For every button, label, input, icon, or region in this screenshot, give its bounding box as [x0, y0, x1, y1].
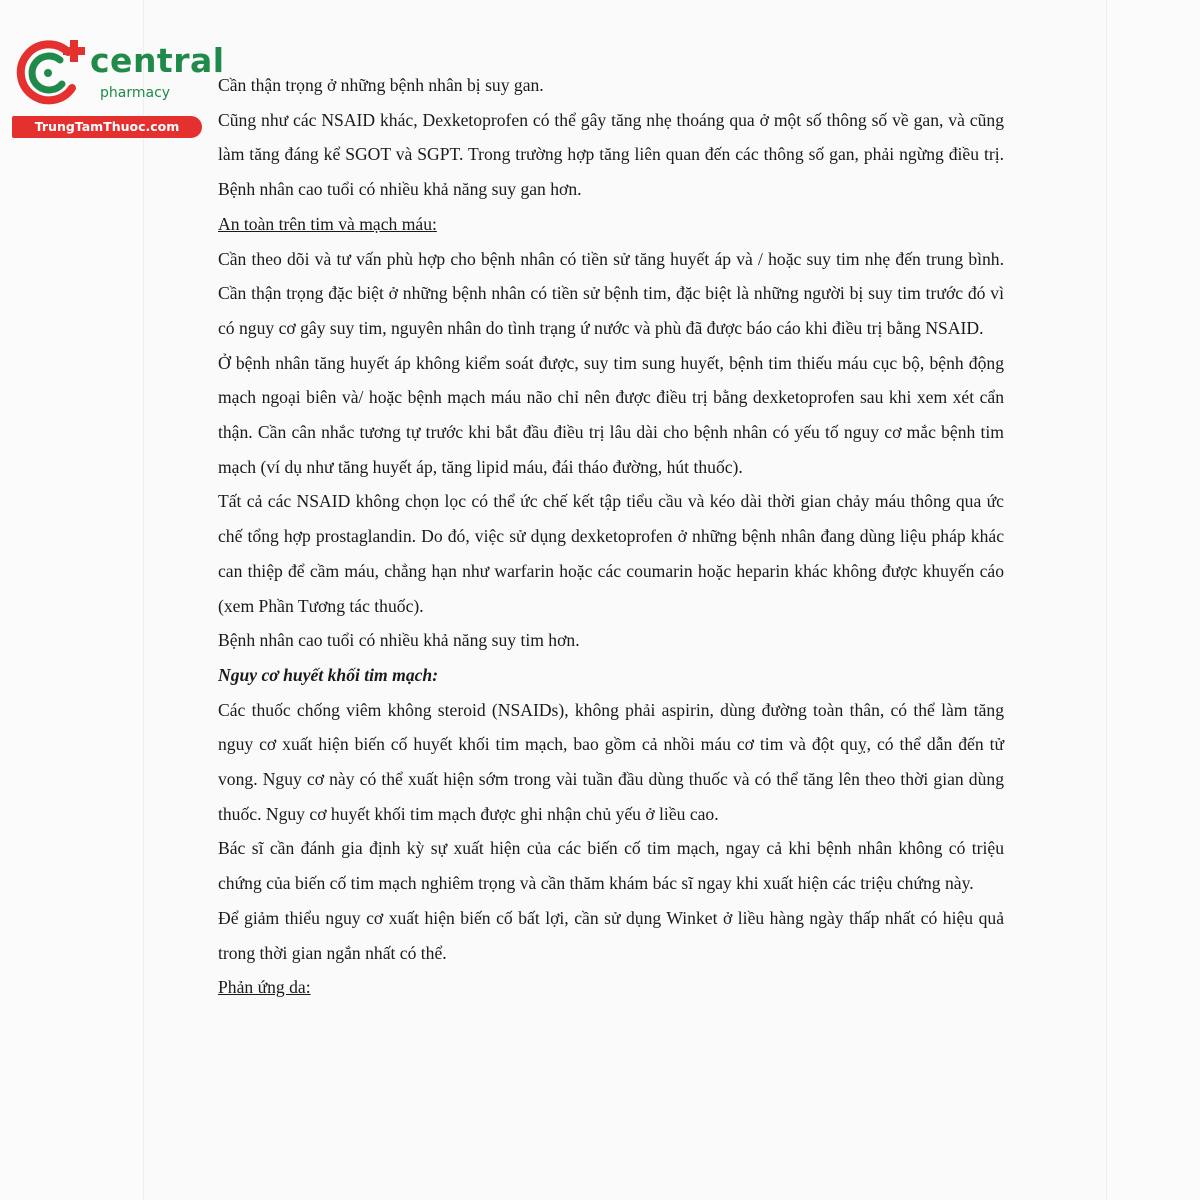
- paragraph-platelet-aggregation: Tất cả các NSAID không chọn lọc có thể ức chế kết tập tiểu cầu và kéo dài thời gian chảy máu thông qua ức chế tổng hợp prostaglandin. Do đó, việc sử dụng dexketoprofen ở những bệnh nhân đang dùng liệu pháp khác can thiệp để cầm máu, chẳng hạn như warfarin hoặc các coumarin hoặc heparin khác không được khuyến cáo (xem Phần Tương tác thuốc).: [218, 491, 1004, 616]
- paragraph-minimize-risk: Để giảm thiểu nguy cơ xuất hiện biến cố bất lợi, cần sử dụng Winket ở liều hàng ngày thấp nhất có hiệu quả trong thời gian ngắn nhất có thể.: [218, 907, 1004, 963]
- paragraph-hypertension-monitoring: Cần theo dõi và tư vấn phù hợp cho bệnh nhân có tiền sử tăng huyết áp và / hoặc suy tim nhẹ đến trung bình. Cần thận trọng đặc biệt ở những bệnh nhân có tiền sử bệnh tim, đặc biệt là những người bị suy tim trước đó vì có nguy cơ gây suy tim, nguyên nhân do tình trạng ứ nước và phù đã được báo cáo khi điều trị bằng NSAID.: [218, 248, 1004, 338]
- website-badge[interactable]: TrungTamThuoc.com: [12, 116, 202, 138]
- central-pharmacy-logo[interactable]: [8, 36, 225, 138]
- paragraph-liver-params: Cũng như các NSAID khác, Dexketoprofen có thể gây tăng nhẹ thoáng qua ở một số thông số về gan, và cũng làm tăng đáng kể SGOT và SGPT. Trong trường hợp tăng liên quan đến các thông số gan, phải ngừng điều trị. Bệnh nhân cao tuổi có nhiều khả năng suy gan hơn.: [218, 109, 1004, 200]
- brand-name: central: [90, 41, 225, 80]
- brand-subtitle: pharmacy: [100, 85, 171, 101]
- paragraph-liver-caution: Cần thận trọng ở những bệnh nhân bị suy gan.: [218, 75, 544, 95]
- paragraph-nsaids-thrombosis: Các thuốc chống viêm không steroid (NSAIDs), không phải aspirin, dùng đường toàn thân, có thể làm tăng nguy cơ xuất hiện biến cố huyết khối tim mạch, bao gồm cả nhồi máu cơ tim và đột quỵ, có thể dẫn đến tử vong. Nguy cơ này có thể xuất hiện sớm trong vài tuần đầu dùng thuốc và có thể tăng lên theo thời gian dùng thuốc. Nguy cơ huyết khối tim mạch được ghi nhận chủ yếu ở liều cao.: [218, 699, 1004, 824]
- heading-cardio-safety: An toàn trên tim và mạch máu:: [218, 213, 437, 234]
- document-body: [218, 68, 1004, 1005]
- paragraph-physician-evaluation: Bác sĩ cần đánh gia định kỳ sự xuất hiện của các biến cố tim mạch, ngay cả khi bệnh nhân không có triệu chứng của biến cố tim mạch nghiêm trọng và cần thăm khám bác sĩ ngay khi xuất hiện các triệu chứng này.: [218, 838, 1004, 894]
- heading-skin-reactions: Phản ứng da:: [218, 977, 311, 998]
- heading-thrombotic-risk: Nguy cơ huyết khối tim mạch:: [218, 664, 439, 685]
- cross-c-logo-icon: [10, 36, 88, 110]
- paragraph-uncontrolled-hypertension: Ở bệnh nhân tăng huyết áp không kiểm soát được, suy tim sung huyết, bệnh tim thiếu máu cục bộ, bệnh động mạch ngoại biên và/ hoặc bệnh mạch máu não chỉ nên được điều trị bằng dexketoprofen sau khi xem xét cẩn thận. Cần cân nhắc tương tự trước khi bắt đầu điều trị lâu dài cho bệnh nhân có yếu tố nguy cơ mắc bệnh tim mạch (ví dụ như tăng huyết áp, tăng lipid máu, đái tháo đường, hút thuốc).: [218, 352, 1004, 477]
- paragraph-elderly-heart: Bệnh nhân cao tuổi có nhiều khả năng suy tim hơn.: [218, 630, 580, 651]
